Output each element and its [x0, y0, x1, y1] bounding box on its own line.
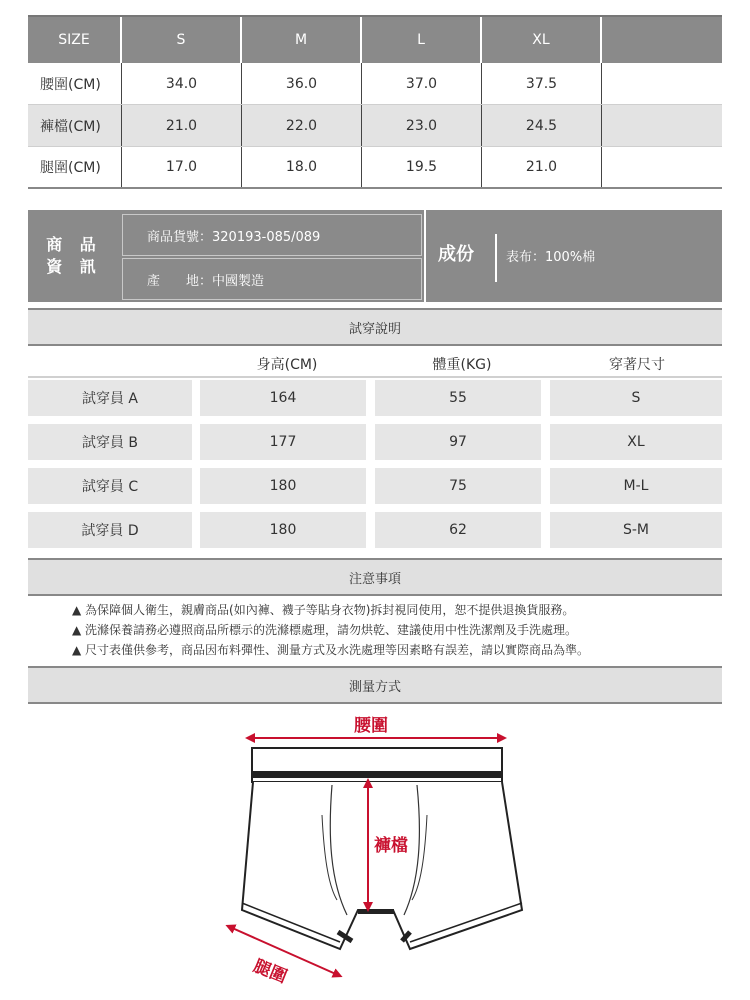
- tryon-weight: 62: [375, 512, 541, 548]
- info-divider: [424, 210, 426, 302]
- size-table-header: [28, 15, 722, 63]
- size-cell-empty: [602, 105, 722, 146]
- material-divider: [495, 234, 497, 282]
- notes-list: [72, 600, 589, 660]
- product-info-title-line1: 商 品: [46, 235, 102, 254]
- product-info-title: [28, 210, 120, 302]
- tryon-row: [28, 380, 722, 416]
- product-info-title-line2: 資 訊: [46, 257, 102, 276]
- measure-banner: 測量方式: [28, 666, 722, 704]
- tryon-weight: 75: [375, 468, 541, 504]
- size-header-cell: SIZE: [28, 17, 122, 63]
- size-cell: 24.5: [482, 105, 602, 146]
- size-cell: 34.0: [122, 63, 242, 104]
- size-cell: 22.0: [242, 105, 362, 146]
- tryon-row: [28, 468, 722, 504]
- notes-banner: 注意事項: [28, 558, 722, 596]
- item-number: 商品貨號：320193-085/089: [122, 214, 422, 256]
- tryon-col-size: 穿著尺寸: [609, 357, 665, 373]
- size-row-label: 腿圍(CM): [28, 147, 122, 187]
- waist-label: 腰圍: [354, 716, 388, 736]
- material-value: 表布：100%棉: [506, 250, 596, 265]
- size-cell: 19.5: [362, 147, 482, 187]
- tryon-col-weight: 體重(KG): [432, 357, 492, 373]
- size-cell: 37.5: [482, 63, 602, 104]
- size-table-row: [28, 105, 722, 147]
- tryon-row: [28, 512, 722, 548]
- tryon-name: 試穿員 D: [28, 512, 192, 548]
- tryon-table: [28, 348, 722, 556]
- size-header-cell: S: [122, 17, 242, 63]
- size-cell: 37.0: [362, 63, 482, 104]
- product-info-panel: [28, 210, 722, 302]
- note-item: ▲ 洗滌保養請務必遵照商品所標示的洗滌標處理，請勿烘乾、建議使用中性洗潔劑及手洗處理。: [72, 623, 578, 637]
- tryon-weight: 97: [375, 424, 541, 460]
- tryon-size: M-L: [550, 468, 722, 504]
- note-item: ▲ 為保障個人衛生，親膚商品(如內褲、襪子等貼身衣物)拆封視同使用，恕不提供退換貨服務。: [72, 603, 575, 617]
- size-header-cell: L: [362, 17, 482, 63]
- tryon-banner: 試穿說明: [28, 308, 722, 346]
- size-row-label: 褲檔(CM): [28, 105, 122, 146]
- leg-label: 腿圍: [250, 956, 290, 988]
- size-cell-empty: [602, 63, 722, 104]
- size-cell: 23.0: [362, 105, 482, 146]
- size-header-cell: M: [242, 17, 362, 63]
- tryon-height: 177: [200, 424, 366, 460]
- tryon-col-height: 身高(CM): [256, 357, 318, 373]
- waistband-stripe: [252, 771, 502, 778]
- size-cell: 21.0: [122, 105, 242, 146]
- measure-diagram: [212, 705, 538, 995]
- size-cell: 17.0: [122, 147, 242, 187]
- tryon-size: S-M: [550, 512, 722, 548]
- rise-label: 褲檔: [374, 836, 408, 856]
- tryon-height: 180: [200, 468, 366, 504]
- origin: 產 地：中國製造: [122, 258, 422, 300]
- tryon-name: 試穿員 A: [28, 380, 192, 416]
- tryon-weight: 55: [375, 380, 541, 416]
- size-cell-empty: [602, 147, 722, 187]
- size-cell: 36.0: [242, 63, 362, 104]
- size-table-row: [28, 147, 722, 189]
- material-title: 成份: [438, 244, 474, 265]
- size-cell: 18.0: [242, 147, 362, 187]
- tryon-height: 180: [200, 512, 366, 548]
- tryon-name: 試穿員 B: [28, 424, 192, 460]
- tryon-size: S: [550, 380, 722, 416]
- briefs-body: [242, 782, 522, 949]
- size-row-label: 腰圍(CM): [28, 63, 122, 104]
- size-cell: 21.0: [482, 147, 602, 187]
- size-table: [28, 15, 722, 189]
- note-item: ▲ 尺寸表僅供參考，商品因布料彈性、測量方式及水洗處理等因素略有誤差，請以實際商品為準。: [72, 643, 590, 657]
- size-header-cell: XL: [482, 17, 602, 63]
- size-header-cell: [602, 17, 722, 63]
- tryon-name: 試穿員 C: [28, 468, 192, 504]
- tryon-row: [28, 424, 722, 460]
- size-table-row: [28, 63, 722, 105]
- tryon-height: 164: [200, 380, 366, 416]
- tryon-header: [28, 348, 722, 378]
- tryon-size: XL: [550, 424, 722, 460]
